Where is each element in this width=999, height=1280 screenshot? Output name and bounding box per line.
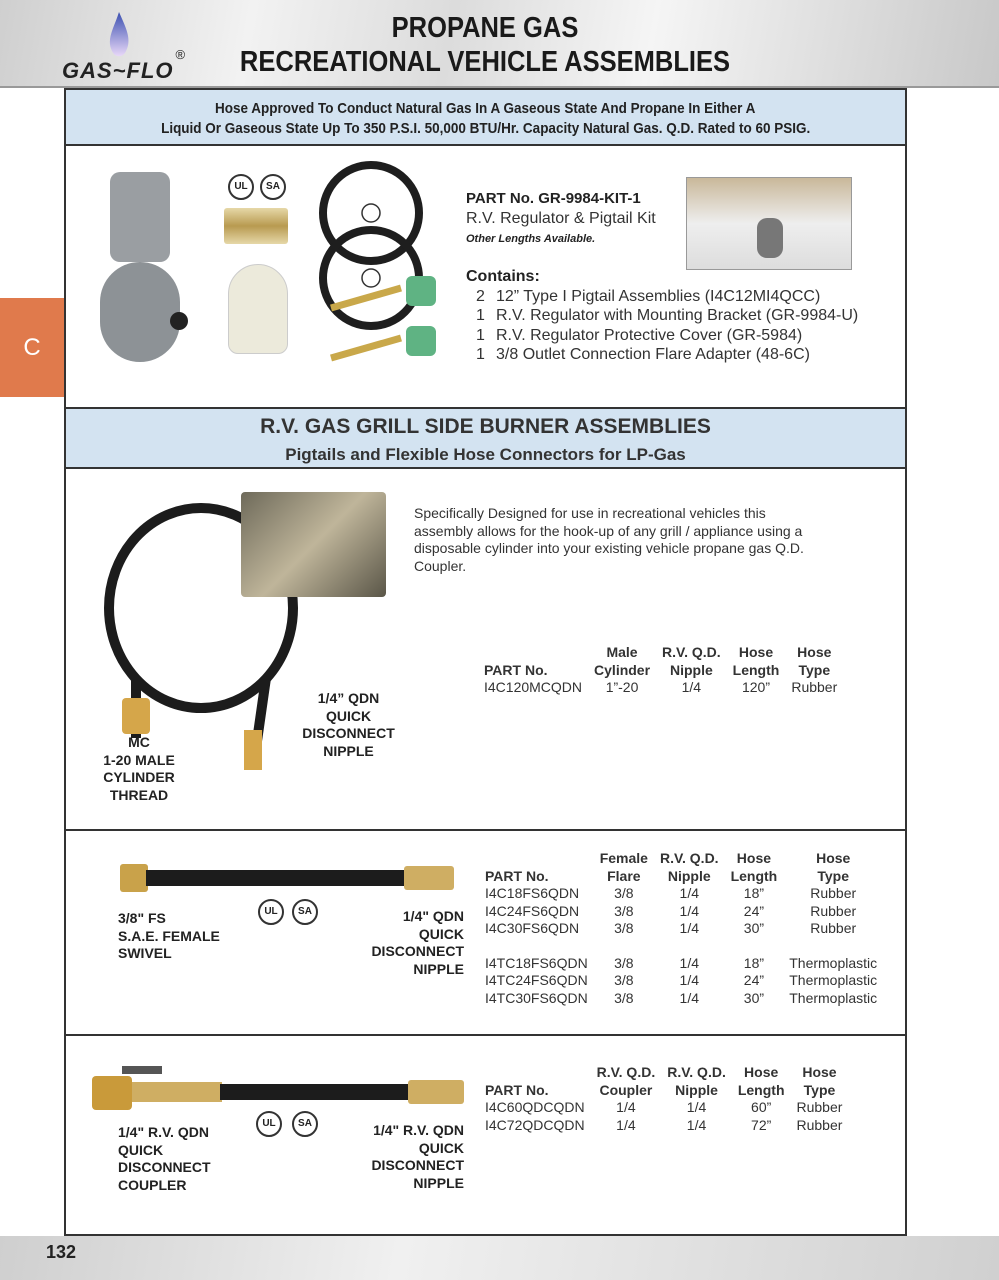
column-header xyxy=(588,644,656,679)
table-cell: 72” xyxy=(751,1116,772,1133)
label-qdn-nipple xyxy=(356,1122,464,1192)
coupler-table xyxy=(485,1064,848,1134)
column-header xyxy=(484,644,588,679)
table-cell: 1/4 xyxy=(686,1099,707,1115)
kit-part-number: PART No. GR-9984-KIT-1 xyxy=(466,190,641,207)
column-header xyxy=(485,850,594,885)
kit-installed-photo xyxy=(686,177,852,270)
table-cell: 3/8 xyxy=(614,885,634,901)
section-tab[interactable]: C xyxy=(0,298,64,397)
title-line-1: PROPANE GAS xyxy=(391,12,579,44)
column-header xyxy=(661,1064,732,1099)
header-line: R.V. Q.D. xyxy=(596,1064,656,1080)
table-cell: I4TC30FS6QDN xyxy=(485,989,588,1006)
table-cell: 24” xyxy=(743,902,765,919)
content-frame xyxy=(64,88,907,1236)
item-desc: R.V. Regulator with Mounting Bracket (GR-9984-U) xyxy=(496,307,859,324)
label-line: NIPPLE xyxy=(413,960,464,977)
header-line: Length xyxy=(730,867,778,884)
header-line: R.V. Q.D. xyxy=(667,1064,726,1080)
header-line: Nipple xyxy=(669,661,713,678)
label-line: DISCONNECT xyxy=(302,725,395,741)
label-line: NIPPLE xyxy=(413,1174,464,1191)
label-qdn-coupler xyxy=(118,1124,211,1194)
table-cell: 1/4 xyxy=(679,954,699,971)
table-cell: 3/8 xyxy=(614,989,634,1006)
column-header xyxy=(785,644,843,679)
ul-logo: UL xyxy=(258,899,284,925)
grill-description: Specifically Designed for use in recreational vehicles this assembly allows for the hook-up of any grill / appliance using a disposable cylinder into your existing vehicle propane gas Q.D. Coupler. xyxy=(414,505,804,574)
table-row xyxy=(485,1117,848,1135)
protective-cover-image xyxy=(228,264,288,354)
table-cell: 1/4 xyxy=(679,902,699,919)
title-line-2: RECREATIONAL VEHICLE ASSEMBLIES xyxy=(239,46,731,78)
column-header xyxy=(656,644,727,679)
table-cell: 3/8 xyxy=(614,902,634,919)
intro-line-2: Liquid Or Gaseous State Up To 350 P.S.I. 50,000 BTU/Hr. Capacity Natural Gas. Q.D. Rated to 60 PSIG. xyxy=(160,120,811,137)
grill-title: R.V. GAS GRILL SIDE BURNER ASSEMBLIES xyxy=(260,415,711,438)
column-header xyxy=(732,1064,791,1099)
table-cell: 3/8 xyxy=(614,920,634,936)
column-header xyxy=(783,850,883,885)
column-header xyxy=(725,850,784,885)
header-line: Type xyxy=(798,661,831,678)
table-cell: 24” xyxy=(743,972,765,988)
kit-contents xyxy=(466,267,858,365)
label-line: QUICK xyxy=(418,925,464,942)
column-header xyxy=(594,850,654,885)
header-line: PART No. xyxy=(485,1081,549,1098)
grill-banner xyxy=(66,407,905,469)
gas-flo-logo xyxy=(62,12,192,86)
kit-info xyxy=(466,189,656,249)
item-qty: 1 xyxy=(476,326,485,344)
header-line: PART No. xyxy=(484,661,548,678)
label-line: DISCONNECT xyxy=(118,1159,211,1175)
header-line: Nipple xyxy=(675,1081,718,1098)
column-header xyxy=(485,1064,591,1099)
header-line: Nipple xyxy=(667,867,711,884)
table-cell: I4C72QDCQDN xyxy=(485,1116,585,1133)
table-row xyxy=(485,1099,848,1117)
header-line: PART No. xyxy=(485,867,549,884)
table-row xyxy=(485,903,883,921)
table-cell: 1/4 xyxy=(679,885,699,901)
kit-item xyxy=(476,345,858,365)
regulator-image xyxy=(90,172,190,372)
csa-logo: SA xyxy=(260,174,286,200)
registered-mark: ® xyxy=(175,47,186,62)
grill-usage-photo xyxy=(241,492,386,597)
header-line: Type xyxy=(817,867,850,884)
label-line: THREAD xyxy=(109,786,169,803)
header-line: Hose xyxy=(738,644,774,660)
logo-text: GAS~FLO xyxy=(62,58,174,83)
header-line: Male xyxy=(606,644,638,660)
table-cell: Rubber xyxy=(796,1099,843,1115)
table-row xyxy=(485,920,883,938)
table-cell: 1/4 xyxy=(616,1116,636,1133)
label-line: QUICK xyxy=(118,1141,164,1158)
ul-logo: UL xyxy=(228,174,254,200)
header-line: Type xyxy=(803,1081,836,1098)
label-fs-swivel xyxy=(118,910,220,963)
label-qdn-nipple xyxy=(356,908,464,978)
table-cell: 3/8 xyxy=(614,972,634,988)
label-line: DISCONNECT xyxy=(371,943,464,959)
header-line: Hose xyxy=(802,1064,837,1080)
header-line: Flare xyxy=(607,867,641,884)
table-header xyxy=(484,644,843,679)
pigtail-image xyxy=(311,158,451,378)
table-cell: 30” xyxy=(743,989,765,1006)
column-header xyxy=(654,850,725,885)
grill-table xyxy=(484,644,843,697)
page-footer xyxy=(0,1236,999,1280)
flare-hose-image xyxy=(120,860,460,896)
table-cell: 1/4 xyxy=(679,989,699,1006)
table-header xyxy=(485,850,883,885)
kit-note: Other Lengths Available. xyxy=(466,233,596,245)
item-desc: R.V. Regulator Protective Cover (GR-5984) xyxy=(496,326,803,344)
table-cell: Rubber xyxy=(791,679,838,695)
ul-logo: UL xyxy=(256,1111,282,1137)
flame-icon xyxy=(106,12,132,58)
contains-label: Contains: xyxy=(466,268,540,285)
header-line: Hose xyxy=(797,644,832,660)
table-cell: Thermoplastic xyxy=(789,989,878,1006)
label-line: SWIVEL xyxy=(118,945,172,961)
header-line: Hose xyxy=(816,850,851,866)
table-cell: 120” xyxy=(741,679,771,695)
table-cell: I4C120MCQDN xyxy=(484,679,583,695)
table-cell: Rubber xyxy=(810,920,857,936)
flare-adapter-image xyxy=(224,208,288,244)
divider xyxy=(66,1034,905,1036)
kit-item-list xyxy=(466,287,858,365)
table-cell: 18” xyxy=(743,885,765,901)
column-header xyxy=(591,1064,662,1099)
table-row xyxy=(485,972,883,990)
column-header xyxy=(727,644,786,679)
table-header xyxy=(485,1064,848,1099)
table-row xyxy=(485,990,883,1008)
label-mc-thread xyxy=(94,734,184,804)
table-cell: 18” xyxy=(743,954,765,971)
page-number: 132 xyxy=(46,1242,77,1262)
label-line: CYLINDER xyxy=(103,769,175,785)
kit-item xyxy=(476,306,858,326)
label-line: COUPLER xyxy=(118,1176,187,1193)
kit-name: R.V. Regulator & Pigtail Kit xyxy=(466,210,656,227)
label-line: S.A.E. FEMALE xyxy=(118,927,220,944)
table-cell: 1/4 xyxy=(679,920,699,936)
label-line: 3/8" FS xyxy=(118,910,166,926)
label-qdn-nipple xyxy=(296,690,401,760)
header-line: Coupler xyxy=(599,1081,653,1098)
label-line: QUICK xyxy=(418,1139,464,1156)
kit-item xyxy=(476,287,858,307)
table-cell: 60” xyxy=(751,1099,772,1115)
item-qty: 1 xyxy=(476,307,485,324)
label-line: 1-20 MALE xyxy=(103,751,175,768)
table-cell: Rubber xyxy=(810,902,857,919)
table-row xyxy=(484,679,843,697)
label-line: 1/4" R.V. QDN xyxy=(118,1124,209,1140)
grill-subtitle: Pigtails and Flexible Hose Connectors for LP-Gas xyxy=(285,445,686,464)
table-cell: 1/4 xyxy=(681,679,702,695)
table-cell: 1”-20 xyxy=(605,679,639,695)
table-cell: Thermoplastic xyxy=(789,972,878,988)
label-line: 1/4" R.V. QDN xyxy=(373,1122,464,1138)
table-cell: Rubber xyxy=(796,1116,843,1133)
item-qty: 2 xyxy=(476,287,485,305)
header-line: R.V. Q.D. xyxy=(662,644,721,660)
divider xyxy=(66,829,905,831)
coupler-hose-image xyxy=(92,1064,472,1114)
header-line: Length xyxy=(737,1081,785,1098)
header-line: Female xyxy=(599,850,648,866)
label-line: 1/4” QDN xyxy=(317,690,380,706)
header-line: R.V. Q.D. xyxy=(659,850,719,866)
csa-logo: SA xyxy=(292,899,318,925)
table-cell: 1/4 xyxy=(616,1099,636,1115)
flare-table xyxy=(485,850,883,1007)
table-cell: I4C24FS6QDN xyxy=(485,902,580,919)
table-cell: 3/8 xyxy=(614,954,634,971)
label-line: DISCONNECT xyxy=(371,1157,464,1173)
header-line: Hose xyxy=(736,850,772,866)
table-row xyxy=(485,955,883,973)
intro-line-1: Hose Approved To Conduct Natural Gas In A Gaseous State And Propane In Either A xyxy=(215,100,756,117)
item-qty: 1 xyxy=(476,346,485,363)
table-cell: Thermoplastic xyxy=(789,954,878,971)
csa-logo: SA xyxy=(292,1111,318,1137)
intro-banner xyxy=(66,88,905,146)
table-cell: 1/4 xyxy=(686,1116,707,1133)
header-line: Length xyxy=(732,661,780,678)
page-title xyxy=(217,11,754,79)
table-cell: I4TC18FS6QDN xyxy=(485,954,588,971)
label-line: MC xyxy=(128,734,150,750)
table-row xyxy=(485,885,883,903)
label-line: NIPPLE xyxy=(323,742,374,759)
table-cell: I4C18FS6QDN xyxy=(485,885,580,901)
column-header xyxy=(791,1064,849,1099)
table-cell: I4C30FS6QDN xyxy=(485,920,580,936)
label-line: 1/4" QDN xyxy=(402,908,464,924)
table-cell: I4TC24FS6QDN xyxy=(485,972,588,988)
table-cell: 30” xyxy=(743,920,765,936)
item-desc: 3/8 Outlet Connection Flare Adapter (48-6C) xyxy=(496,346,810,363)
table-cell: I4C60QDCQDN xyxy=(485,1099,585,1115)
kit-item xyxy=(476,326,858,346)
header-line: Cylinder xyxy=(594,661,651,678)
table-cell: Rubber xyxy=(810,885,857,901)
item-desc: 12” Type I Pigtail Assemblies (I4C12MI4QCC) xyxy=(496,287,821,305)
label-line: QUICK xyxy=(325,707,372,724)
logo-wordmark xyxy=(62,47,186,84)
table-cell: 1/4 xyxy=(679,972,699,988)
header-line: Hose xyxy=(744,1064,779,1080)
